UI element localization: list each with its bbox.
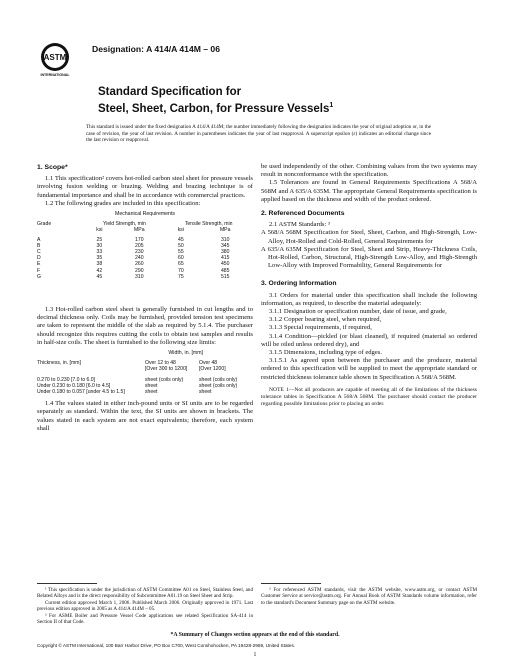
th-thickness: Thickness, in. [mm]	[37, 360, 81, 367]
para-3-1-5: 3.1.5 Dimensions, including type of edges.	[269, 349, 382, 357]
section-1-heading: 1. Scope*	[37, 164, 68, 171]
para-3-1-4: 3.1.4 Condition—pickled (or blast cleaned), if required (material so ordered will be oiled unless ordered dry), and	[261, 332, 477, 348]
para-3-1-1: 3.1.1 Designation or specification number, date of issue, and grade,	[269, 308, 447, 316]
footnotes-right	[261, 587, 477, 606]
footnote-rule	[37, 583, 97, 584]
table-row: E 38 260 65 450	[37, 261, 230, 268]
title-line2: Steel, Sheet, Carbon, for Pressure Vessels$^1$	[98, 102, 334, 115]
para-1-4: 1.4 The values stated in either inch-pound units or SI units are to be regarded separately as standard. Within the text, the SI units are shown in brackets. The values stated in each system are not exact equivalents; therefore, each system shall	[37, 400, 253, 432]
para-1-1: 1.1 This specification² covers hot-rolled carbon steel sheet for pressure vessels involving fusion welding or brazing. Welding and brazing technique is of fundamental importance and shall be in accordance with commercial practices.	[37, 175, 253, 199]
table-row: F 42 290 70 485	[37, 267, 230, 274]
table-row: B 30 205 50 345	[37, 242, 230, 249]
th-grade: Grade	[37, 221, 52, 228]
para-3-1-2: 3.1.2 Copper bearing steel, when required,	[269, 316, 382, 324]
copyright: Copyright © ASTM International, 100 Barr Harbor Drive, PO Box C700, West Conshohocken, PA 19428-2959, United States.	[37, 643, 296, 648]
section-3-heading: 3. Ordering Information	[261, 280, 337, 288]
designation: Designation: A 414/A 414M – 06	[92, 44, 220, 54]
para-3-1: 3.1 Orders for material under this specification shall include the following information, as required, to describe the material adequately:	[261, 291, 477, 307]
issued-note: This standard is issued under the fixed designation A 414/A 414M; the number immediately following the designation indicates the year of original adoption or, in the case of revision, the year of last revision. A number in parentheses indicates the year of last reapproval. A superscript epsilon (ε) indicates an editorial change since the last revision or reapproval.	[86, 124, 431, 144]
para-3-1-5-1: 3.1.5.1 As agreed upon between the purchaser and the producer, material ordered to this specification will be supplied to meet the appropriate standard or restricted thickness tolerance table shown in Specification A 568/A 568M.	[261, 357, 477, 381]
table2-caption: Width, in. [mm]	[168, 350, 203, 357]
table-row: A 25 170 45 310	[37, 236, 230, 243]
table-row: C 33 230 55 380	[37, 249, 230, 256]
note-1: NOTE 1—Not all producers are capable of meeting all of the limitations of the thickness tolerance tables in Specification A 568/A 568M. The purchaser should contact the producer regarding possible limitations prior to placing an order.	[261, 386, 477, 407]
footnote-1: ¹ This specification is under the jurisdiction of ASTM Committee A01 on Steel, Stainless Steel, and Related Alloys and is the direct responsibility of Subcommittee A01.19 on Steel Sheet and Strip.	[37, 587, 253, 600]
summary-of-changes: *A Summary of Changes section appears at the end of this standard.	[170, 632, 340, 638]
left-column	[37, 160, 253, 433]
ref-a635[interactable]: A 635/A 635M Specification for Steel, Sheet and Strip, Heavy-Thickness Coils, Hot-Rolled, Carbon, Structural, High-Strength Low-Alloy, and High-Strength Low-Alloy with Improved Formability, General Requirements for	[261, 245, 477, 270]
table-row: 0.270 to 0.230 [7.0 to 6.0] sheet (coils only) sheet (coils only)	[37, 376, 238, 383]
size-limits-table: Thickness, in. [mm] Over 12 to 48 [Over 300 to 1200] Over 48 [Over 1200] 0.270 to 0.230 [7.0 to 6.0] sheet (coils only) sheet (coils only) Under 0.230 to 0.180 [6.0 to 4.5] sheet sheet (coils only) Under 0.180 to 0.057 [under 4.5 to 1.5] sheet sheet	[37, 360, 253, 395]
footnote-1b: Current edition approved March 1, 2006. Published March 2006. Originally approved in 1971. Last previous edition approved in 2005 as A 414/A 414M – 05.	[37, 599, 253, 613]
section-2-heading: 2. Referenced Documents	[261, 210, 345, 218]
footnote-3: ³ For referenced ASTM standards, visit the ASTM website, www.astm.org, or contact ASTM Customer Service at service@astm.org. For Annual Book of ASTM Standards volume information, refer to the standard's Document Summary page on the ASTM website.	[261, 587, 477, 606]
mechanical-requirements-table	[37, 221, 253, 280]
th-unit: ksi	[96, 227, 103, 234]
table-row: Under 0.230 to 0.180 [6.0 to 4.5] sheet sheet (coils only)	[37, 382, 238, 389]
title-line1: Standard Specification for	[98, 86, 242, 98]
para-2-1: 2.1 ASTM Standards: ³	[269, 221, 330, 229]
th-unit: MPa	[219, 227, 231, 234]
table-row: D 35 240 60 415	[37, 255, 230, 262]
th-unit: MPa	[134, 227, 145, 234]
th-tensile: Tensile Strength, min	[184, 221, 233, 228]
para-1-4-cont: be used independently of the other. Combining values from the two systems may result in nonconformance with the specification.	[261, 163, 477, 179]
para-1-3: 1.3 Hot-rolled carbon steel sheet is generally furnished in cut lengths and to decimal thickness only. Coils may be furnished, provided tension test specimens are taken to represent the middle of the slab as required by 5.1.4. The purchaser should recognize this requires cutting the coils to obtain test samples and results in half-size coils. The sheet is furnished to the following size limits:	[37, 306, 253, 346]
svg-text:INTERNATIONAL: INTERNATIONAL	[40, 73, 70, 77]
right-column	[261, 160, 477, 408]
svg-text:ASTM: ASTM	[43, 53, 67, 62]
para-3-1-3: 3.1.3 Special requirements, if required,	[269, 324, 372, 332]
th-yield: Yield Strength, min	[103, 221, 146, 228]
table1-caption: Mechanical Requirements	[115, 211, 175, 218]
table-row: Under 0.180 to 0.057 [under 4.5 to 1.5] sheet sheet	[37, 389, 212, 396]
ref-a568[interactable]: A 568/A 568M Specification for Steel, Sheet, Carbon, and High-Strength, Low-Alloy, Hot-Rolled and Cold-Rolled, General Requirements for	[261, 229, 477, 245]
astm-logo	[37, 41, 73, 77]
para-1-5: 1.5 Tolerances are found in General Requirements Specifications A 568/A 568M and A 635/A 635M. The appropriate General Requirements specification is applied based on the thickness and width of the product ordered.	[261, 179, 477, 203]
document-title	[98, 86, 428, 116]
footnote-rule	[261, 583, 321, 584]
footnotes-left	[37, 587, 253, 625]
table-row: G 45 310 75 515	[37, 273, 230, 280]
th-unit: ksi	[177, 227, 184, 234]
para-1-2: 1.2 The following grades are included in this specification:	[45, 199, 201, 207]
page-number: 1	[253, 652, 257, 658]
footnote-2: ² For ASME Boiler and Pressure Vessel Code applications see related Specification SA-414 in Section II of that Code.	[37, 612, 253, 626]
